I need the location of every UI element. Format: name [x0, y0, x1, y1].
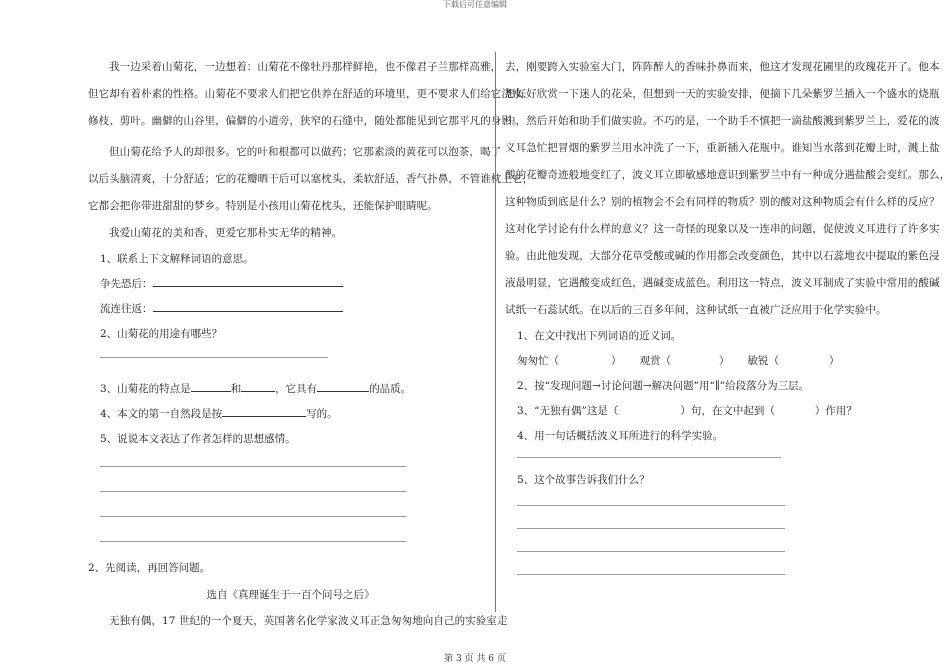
question-text: ，它具有 — [275, 383, 318, 395]
passage-line: 但山菊花给予人的却很多。它的叶和根都可以做药；它那素淡的黄花可以泡茶，喝了 — [109, 146, 502, 158]
passage-line: 中，然后开始和助手们做实验。不巧的是，一个助手不慎把一滴盐酸溅到紫罗兰上，爱花的波 — [505, 115, 940, 127]
passage-line: 以后头脑清爽，十分舒适；它的花瓣晒干后可以塞枕头，柔软舒适，香气扑鼻，不管谁枕上它， — [88, 173, 534, 185]
question-3 — [88, 377, 493, 402]
answer-blank[interactable] — [153, 299, 343, 312]
question-1a — [88, 272, 493, 297]
question-1: 1、联系上下文解释词语的意思。 — [100, 253, 254, 265]
passage-line: 我一边采着山菊花，一边想着：山菊花不像牡丹那样鲜艳，也不像君子兰那样高雅， — [109, 61, 502, 73]
bracket: ） — [829, 355, 840, 367]
answer-blank[interactable] — [222, 404, 306, 417]
answer-line[interactable] — [100, 466, 406, 467]
term-label: 争先恐后： — [100, 278, 153, 290]
passage-line: 去，刚要跨入实验室大门，阵阵醉人的香味扑鼻而来，他这才发现花圃里的玫瑰花开了。他本 — [505, 61, 940, 73]
page-number: 第 3 页 共 6 页 — [444, 654, 506, 664]
answer-line[interactable] — [517, 528, 785, 529]
question-2: 2、山菊花的用途有哪些？ — [100, 328, 223, 340]
passage-line: 验。由此他发现，大部分花草受酸或碱的作用都会改变颜色，其中以石蕊地衣中提取的紫色浸 — [505, 250, 940, 262]
term-label: 流连往返： — [100, 303, 153, 315]
right-column — [505, 50, 950, 575]
passage-line: 义耳急忙把冒烟的紫罗兰用水冲洗了一下，重新插入花瓶中。谁知当水落到花瓣上时，溅上盐 — [505, 142, 940, 154]
question-r4: 4、用一句话概括波义耳所进行的科学实验。 — [517, 430, 724, 442]
answer-line[interactable] — [517, 505, 785, 506]
answer-row — [88, 357, 493, 377]
answer-lines — [505, 505, 907, 575]
passage-line: 无独有偶，17 世纪的一个夏天，英国著名化学家波义耳正急匆匆地向自己的实验室走 — [109, 615, 508, 627]
question-1b — [88, 297, 493, 322]
passage-line: 这对化学讨论有什么样的意义？这一奇怪的现象以及一连串的问题，促使波义耳进行了许多实 — [505, 223, 940, 235]
left-column — [88, 50, 534, 635]
page-header: 下载后可任意编辑 — [443, 0, 507, 9]
question-text: 写的。 — [306, 408, 338, 420]
question-r2: 2、按“发现问题→讨论问题→解决问题”用“∥”给段落分为三层。 — [517, 380, 810, 392]
passage-line: 我爱山菊花的美和香，更爱它那朴实无华的精神。 — [109, 227, 343, 239]
answer-line[interactable] — [100, 541, 406, 542]
word-label: 观赏（ — [639, 355, 671, 367]
passage-line: 液最明显，它遇酸变成红色，遇碱变成蓝色。利用这一特点，波义耳制成了实验中常用的酸碱 — [505, 277, 940, 289]
question-text: ）作用？ — [814, 405, 857, 417]
question-text: 3、山菊花的特点是 — [100, 383, 191, 395]
question-5: 5、说说本文表达了作者怎样的思想感情。 — [100, 433, 296, 445]
question-r3 — [505, 399, 907, 424]
answer-line[interactable] — [100, 516, 406, 517]
bracket: ） — [719, 355, 730, 367]
word-label: 匆匆忙（ — [517, 355, 559, 367]
passage-line: 修枝、剪叶。幽僻的山谷里，偏僻的小道旁，狭窄的石缝中，随处都能见到它那平凡的身影。 — [88, 115, 523, 127]
word-label: 敏锐（ — [747, 355, 779, 367]
answer-lines — [88, 466, 493, 542]
section-2-heading: 2、先阅读，再回答问题。 — [88, 562, 211, 574]
answer-blank[interactable] — [241, 379, 275, 392]
passage-line: 想好好欣赏一下迷人的花朵，但想到一天的实验安排，便摘下几朵紫罗兰插入一个盛水的烧瓶 — [505, 88, 940, 100]
answer-line[interactable] — [517, 551, 785, 552]
answer-blank[interactable] — [191, 379, 231, 392]
column-divider — [495, 52, 496, 612]
question-text: 和 — [230, 383, 242, 395]
question-r1: 1、在文中找出下列词语的近义词。 — [517, 330, 682, 342]
answer-line[interactable] — [517, 457, 781, 458]
passage-line: 试纸一石蕊试纸。在以后的三百多年间，这种试纸一直被广泛应用于化学实验中。 — [505, 304, 887, 316]
answer-blank[interactable] — [317, 379, 369, 392]
passage-line: 它都会把你带进甜甜的梦乡。特别是小孩用山菊花枕头，还能保护眼睛呢。 — [88, 200, 438, 212]
question-text: ）句，在文中起到（ — [680, 405, 775, 417]
passage-line: 但它却有着朴素的性格。山菊花不要求人们把它供养在舒适的环境里，更不要求人们给它浇水、 — [88, 88, 534, 100]
answer-line[interactable] — [100, 357, 328, 358]
question-text: 4、本文的第一自然段是按 — [100, 408, 223, 420]
excerpt-title: 选自《真理诞生于一百个问号之后》 — [206, 589, 375, 601]
bracket: ） — [611, 355, 622, 367]
question-4 — [88, 402, 493, 427]
question-text: 3、“无独有偶”这是（ — [517, 405, 619, 417]
answer-blank[interactable] — [153, 274, 343, 287]
passage-line: 这种物质到底是什么？别的植物会不会有同样的物质？别的酸对这种物质会有什么样的反应？ — [505, 196, 940, 208]
answer-line[interactable] — [517, 574, 785, 575]
answer-line[interactable] — [100, 491, 406, 492]
question-r5: 5、这个故事告诉我们什么？ — [517, 474, 650, 486]
answer-lines — [505, 457, 907, 458]
question-text: 的品质。 — [369, 383, 412, 395]
question-r1-words — [505, 349, 907, 374]
passage-line: 酸的花瓣奇迹般地变红了，波义耳立即敏感地意识到紫罗兰中有一种成分遇盐酸会变红。那么， — [505, 169, 950, 181]
